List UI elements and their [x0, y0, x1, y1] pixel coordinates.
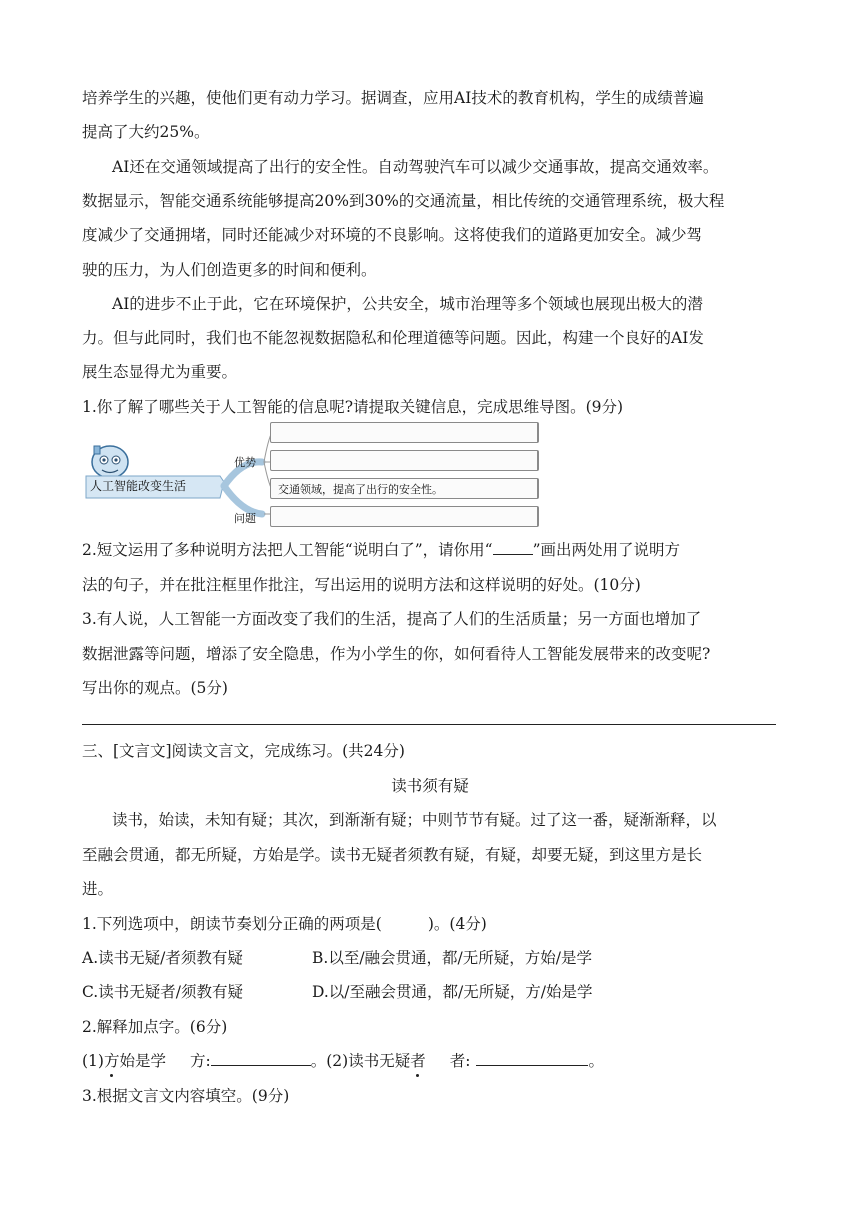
mind-map-root: 人工智能改变生活 [90, 479, 187, 493]
option-b: B.以至/融会贯通，都/无所疑，方始/是学 [312, 949, 592, 967]
classical-text-title: 读书须有疑 [391, 777, 469, 795]
section-3-question-2-items [82, 1051, 604, 1071]
question-3-line: 数据泄露等问题，增添了安全隐患，作为小学生的你，如何看待人工智能发展带来的改变呢? [82, 645, 711, 663]
passage-line: AI的进步不止于此，它在环境保护，公共安全，城市治理等多个领域也展现出极大的潜 [112, 295, 703, 313]
classical-text-line: 至融会贯通，都无所疑，方始是学。读书无疑者须教有疑，有疑，却要无疑，到这里方是长 [82, 846, 703, 864]
question-2-text: ”画出两处用了说明方 [532, 541, 681, 559]
classical-text-line: 读书，始读，未知有疑；其次，到渐渐有疑；中则节节有疑。过了这一番，疑渐渐释，以 [112, 811, 717, 829]
question-1: 1.你了解了哪些关于人工智能的信息呢?请提取关键信息，完成思维导图。(9分) [82, 398, 624, 416]
mind-map-answer-box[interactable] [270, 422, 539, 443]
section-3-question-2: 2.解释加点字。(6分) [82, 1018, 228, 1036]
section-3-heading: 三、[文言文]阅读文言文，完成练习。(共24分) [82, 742, 405, 760]
passage-line: 驶的压力，为人们创造更多的时间和便利。 [82, 261, 377, 279]
passage-line: 数据显示，智能交通系统能够提高20%到30%的交通流量，相比传统的交通管理系统，极大程 [82, 192, 725, 210]
mind-map-answer-box[interactable] [270, 506, 539, 527]
item-text: 。 [588, 1052, 604, 1070]
mind-map-filled-text: 交通领域，提高了出行的安全性。 [278, 483, 443, 496]
passage-line: 培养学生的兴趣，使他们更有动力学习。据调查，应用AI技术的教育机构，学生的成绩普遍 [82, 89, 704, 107]
mind-map [82, 420, 542, 530]
mind-map-branch-advantage: 优势 [234, 456, 256, 469]
passage-line: 展生态显得尤为重要。 [82, 363, 238, 381]
underline-sample [493, 540, 533, 555]
section-3-question-3: 3.根据文言文内容填空。(9分) [82, 1087, 290, 1105]
question-3-line: 写出你的观点。(5分) [82, 679, 228, 697]
question-text: 1.下列选项中，朗读节奏划分正确的两项是( [82, 915, 382, 933]
answer-blank[interactable] [211, 1051, 311, 1066]
section-3-question-1 [82, 914, 487, 934]
item-text: 始是学 [119, 1052, 166, 1070]
option-c: C.读书无疑者/须教有疑 [82, 983, 243, 1001]
question-2 [82, 540, 680, 560]
mind-map-branch-problem: 问题 [234, 512, 256, 525]
item-label: 方: [190, 1052, 211, 1070]
item-text: 。(2)读书无疑 [310, 1052, 411, 1070]
option-d: D.以/至融会贯通，都/无所疑，方/始是学 [312, 983, 593, 1001]
dotted-character: 方 [103, 1052, 120, 1070]
question-3-line: 3.有人说，人工智能一方面改变了我们的生活，提高了人们的生活质量；另一方面也增加了 [82, 610, 702, 628]
passage-line: 提高了大约25%。 [82, 123, 210, 141]
classical-text-line: 进。 [82, 880, 114, 898]
answer-blank[interactable] [476, 1051, 588, 1066]
question-text: )。(4分) [427, 915, 487, 933]
item-number: (1) [82, 1052, 104, 1070]
option-a: A.读书无疑/者须教有疑 [82, 949, 243, 967]
passage-line: 度减少了交通拥堵，同时还能减少对环境的不良影响。这将使我们的道路更加安全。减少驾 [82, 226, 703, 244]
question-2-line: 法的句子，并在批注框里作批注，写出运用的说明方法和这样说明的好处。(10分) [82, 576, 641, 594]
answer-line[interactable] [82, 724, 776, 725]
passage-line: AI还在交通领域提高了出行的安全性。自动驾驶汽车可以减少交通事故，提高交通效率。 [112, 158, 719, 176]
item-label: 者: [449, 1052, 471, 1070]
mind-map-answer-box[interactable] [270, 450, 539, 471]
question-2-text: 2.短文运用了多种说明方法把人工智能“说明白了”，请你用“ [82, 541, 493, 559]
dotted-character: 者 [410, 1052, 426, 1070]
passage-line: 力。但与此同时，我们也不能忽视数据隐私和伦理道德等问题。因此，构建一个良好的AI发 [82, 329, 704, 347]
